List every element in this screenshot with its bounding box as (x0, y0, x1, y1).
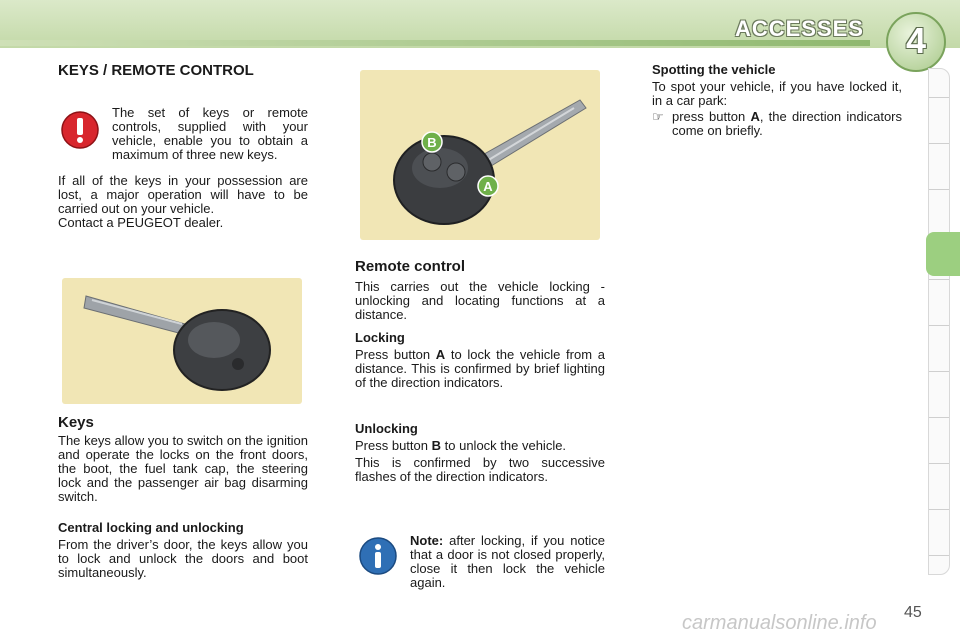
spotting-bullet-post: , the direction indicators come on briefly. (672, 109, 903, 138)
warning-text-2: If all of the keys in your possession are lost, a major operation will have to be carried out on your vehicle. (58, 173, 308, 216)
chapter-tab-active[interactable] (926, 232, 960, 276)
locking-text-pre: Press button (355, 347, 431, 362)
watermark: carmanualsonline.info (682, 612, 877, 634)
note-label: Note: (410, 533, 444, 548)
tab-divider (929, 509, 949, 510)
spotting-title: Spotting the vehicle (652, 62, 776, 77)
unlocking-title: Unlocking (355, 421, 418, 436)
unlocking-text (355, 439, 605, 453)
key-photo (62, 278, 302, 404)
tab-divider (929, 417, 949, 418)
tab-divider (929, 555, 949, 556)
section-title: KEYS / REMOTE CONTROL (58, 62, 254, 79)
remote-control-text: This carries out the vehicle locking - unlocking and locating functions at a distance. (355, 279, 605, 322)
unlocking-text-post: to unlock the vehicle. (444, 438, 567, 453)
unlocking-text-pre: Press button (355, 438, 428, 453)
remote-photo (360, 70, 600, 240)
tab-divider (929, 143, 949, 144)
tab-divider (929, 97, 949, 98)
tab-divider (929, 279, 949, 280)
keys-title: Keys (58, 414, 94, 431)
locking-title: Locking (355, 330, 405, 345)
note-body: after locking, if you notice that a door is not closed properly, close it then lock the vehicle again. (410, 533, 605, 590)
tab-divider (929, 325, 949, 326)
unlocking-text-2: This is confirmed by two successive flashes of the direction indicators. (355, 455, 605, 484)
chapter-tab-strip (928, 68, 950, 575)
central-locking-title: Central locking and unlocking (58, 520, 244, 535)
locking-text (355, 348, 605, 390)
warning-icon (60, 110, 100, 150)
page-title: ACCESSES (734, 16, 864, 41)
tab-divider (929, 371, 949, 372)
tab-divider (929, 463, 949, 464)
spotting-button-ref: A (750, 109, 760, 124)
spotting-bullet (672, 110, 902, 138)
chapter-number: 4 (905, 20, 927, 61)
chapter-badge (886, 12, 946, 72)
warning-text-1: The set of keys or remote controls, supplied with your vehicle, enable you to obtain a maximum of three new keys. (112, 105, 308, 162)
key-illustration (62, 278, 302, 404)
keys-text: The keys allow you to switch on the ignition and operate the locks on the front doors, the boot, the fuel tank cap, the steering lock and the passenger air bag disarming switch. (58, 433, 308, 504)
unlocking-button-ref: B (431, 438, 442, 453)
remote-illustration (360, 70, 600, 240)
warning-text-3: Contact a PEUGEOT dealer. (58, 215, 224, 230)
bullet-hand-icon: ☞ (652, 109, 664, 124)
spotting-text: To spot your vehicle, if you have locked it, in a car park: (652, 79, 902, 108)
warning-text-intro (112, 106, 308, 162)
locking-button-ref: A (435, 347, 446, 362)
locking-text-post: to lock the vehicle from a distance. This is confirmed by brief lighting of the direction indicators. (355, 347, 605, 390)
central-locking-text: From the driver’s door, the keys allow you to lock and unlock the doors and boot simultaneously. (58, 537, 308, 580)
button-b-label: B (427, 135, 437, 150)
spotting-bullet-pre: press button (672, 109, 746, 124)
info-icon (358, 536, 398, 576)
button-a-label: A (483, 179, 493, 194)
tab-divider (929, 189, 949, 190)
page-number: 45 (904, 604, 922, 621)
remote-control-title: Remote control (355, 258, 466, 275)
note-text (410, 534, 605, 590)
